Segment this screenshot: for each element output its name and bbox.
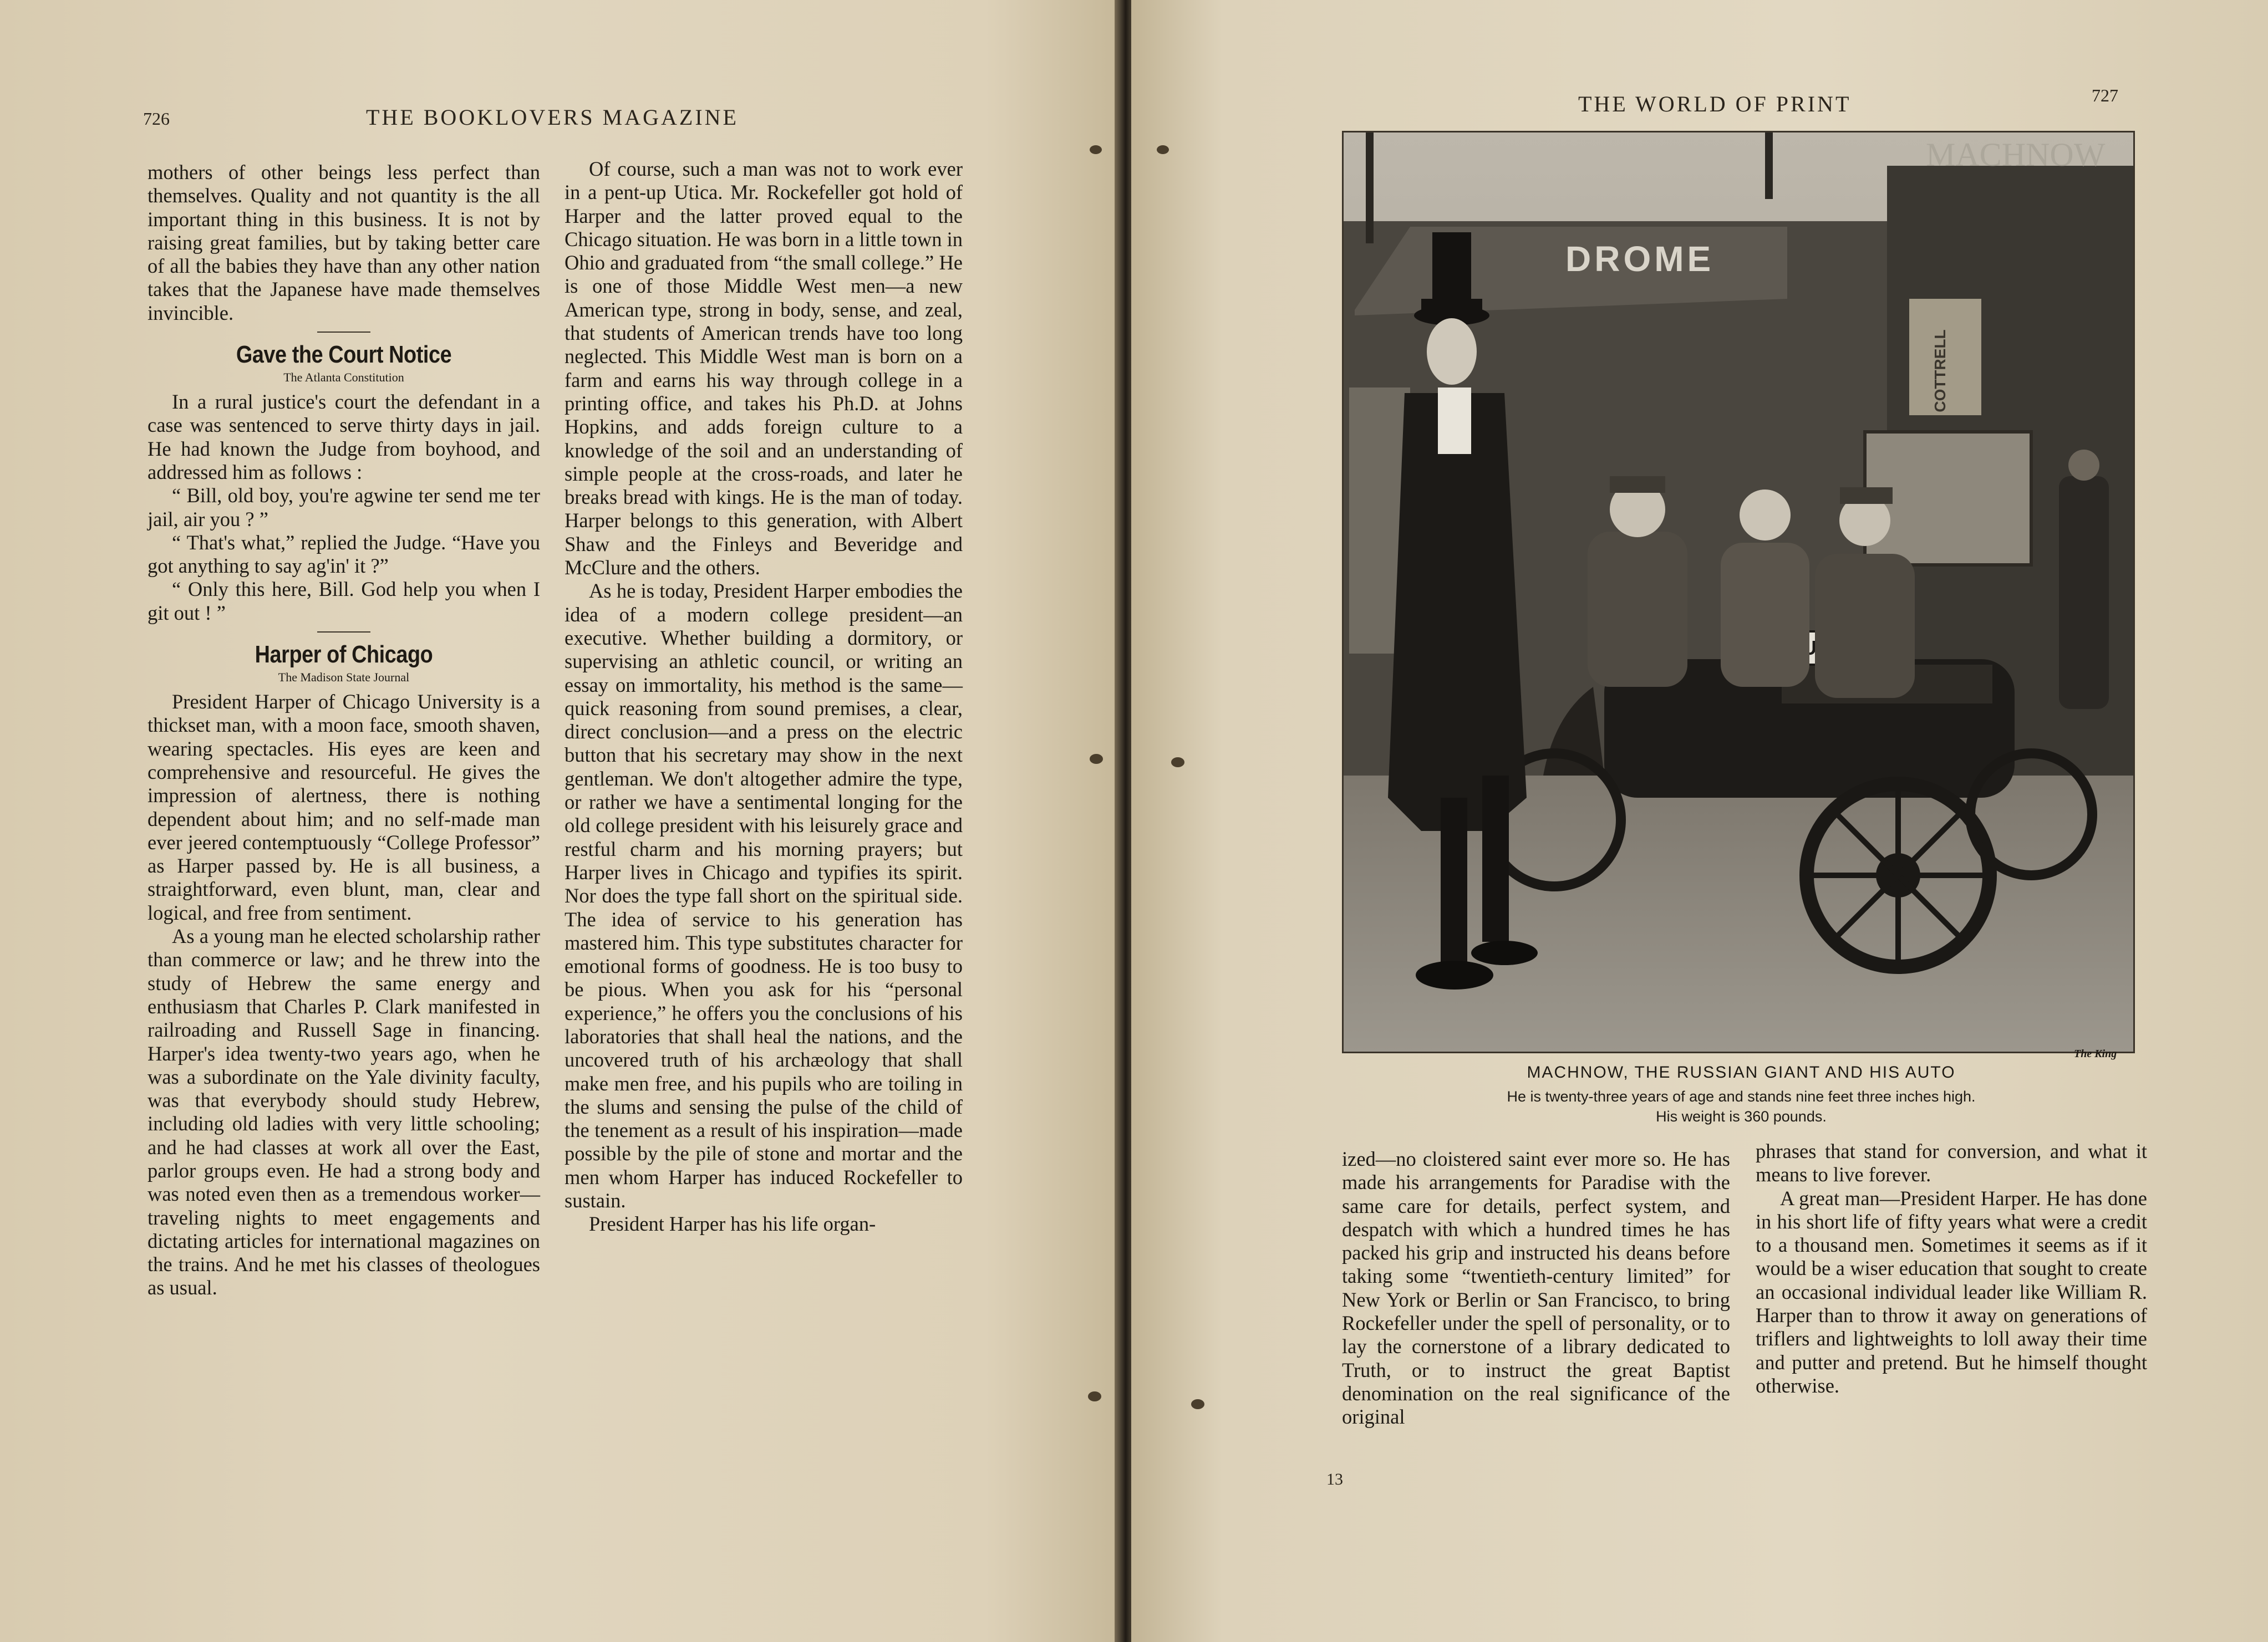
paragraph: ized—no cloistered saint ever more so. He has made his arrangements for Paradise with the same care for details, perfect system, and despatch with which a hundred times he has packed his grip and instructed his deans before taking some “twentieth-century limited” for New York or Berlin or San Francisco, to bring Rockefeller under the spell of personality, or to lay the cornerstone of a library dedicated to Truth, or to instruct the great Baptist denomination on the real significance of the original: [1342, 1148, 1730, 1429]
divider: [317, 332, 370, 333]
binding-hole: [1090, 754, 1103, 764]
paragraph: “ Bill, old boy, you're agwine ter send me ter jail, air you ? ”: [148, 484, 540, 531]
binding-hole: [1088, 1391, 1101, 1401]
paragraph: As he is today, President Harper embodies the idea of a modern college president—an executive. Whether building a dormitory, or supervising an athletic council, or writing an essay on immortality, his method is the same—quick reasoning from sound premises, a clear, direct conclusion—and a press on the electric button that his secretary may show in the next gentleman. We don't altogether admire the type, or rather we have a sentimental longing for the old college president with his leisurely grace and restful charm and his morning prayers; but Harper lives in Chicago and typifies its spirit. Nor does the type fall short on the spiritual side. The idea of service to his generation has mastered him. This type substitutes character for emotional forms of goodness. He is too busy to be pious. When you ask for his “personal experience,” he offers you the conclusions of his laboratories that shall heal the nations, and the uncovered truth of his archæology that shall make men free, and his pupils who are toiling in the slums and sensing the pulse of the child of the tenement as a result of his inspiration—made possible by the pile of stone and mortar and the men whom Harper has induced Rockefeller to sustain.: [565, 579, 963, 1212]
poster-text: COTTRELL: [1931, 329, 1949, 412]
paragraph: President Harper has his life organ-: [589, 1212, 876, 1236]
faint-sign-text: MACHNOW: [1926, 136, 2106, 173]
photo-credit: The King: [2074, 1048, 2117, 1060]
caption-title: MACHNOW, THE RUSSIAN GIANT AND HIS AUTO: [1527, 1063, 1956, 1082]
binding-hole: [1191, 1399, 1204, 1409]
caption-line: He is twenty-three years of age and stands nine feet three inches high.: [1507, 1088, 1976, 1105]
paragraph: As a young man he elected scholarship rather than commerce or law; and he threw into the study of Hebrew the same energy and enthusiasm that Charles P. Clark manifested in railroading and Russell Sage in financing. Harper's idea twenty-two years ago, when he was a subordinate on the Yale divinity faculty, was that everybody should study Hebrew, including old ladies with very little schooling; and he had classes at work all over the East, parlor groups even. He had a strong body and was noted even then as a tremendous worker—traveling nights to meet engagements and dictating articles for international magazines on the trains. And he met his classes of theologues as usual.: [148, 925, 540, 1299]
right-column-2: [1756, 1140, 2147, 1398]
paragraph: President Harper of Chicago University is a thickset man, with a moon face, smooth shaven, wearing spectacles. His eyes are keen and comprehensive and resourceful. He gives the impression of alertness, there is nothing dependent about him; and no self-made man ever jeered contemptuously “College Professor” as Harper passed by. He is all business, a straightforward, even blunt, man, clear and logical, and free from sentiment.: [148, 690, 540, 924]
paragraph: phrases that stand for conversion, and what it means to live forever.: [1756, 1140, 2147, 1186]
paragraph: “ Only this here, Bill. God help you when I git out ! ”: [148, 578, 540, 624]
article-heading: Harper of Chicago: [255, 641, 433, 669]
running-head-left: THE BOOKLOVERS MAGAZINE: [366, 105, 739, 130]
page-number-right: 727: [2092, 85, 2118, 105]
divider: [317, 631, 370, 633]
signature-mark: 13: [1326, 1470, 1343, 1488]
left-page: [0, 0, 1120, 1642]
running-head-right: THE WORLD OF PRINT: [1578, 91, 1852, 116]
article-source: The Madison State Journal: [278, 670, 410, 685]
binding-hole: [1090, 145, 1102, 154]
sign-text: DROME: [1565, 239, 1715, 279]
photograph-machnow-auto: [1342, 131, 2135, 1053]
paragraph: “ That's what,” replied the Judge. “Have you got anything to say ag'in' it ?”: [148, 531, 540, 578]
right-column-1: [1342, 1148, 1730, 1429]
photo-illustration: [1344, 132, 2133, 1052]
binding-hole: [1171, 757, 1184, 767]
article-source: The Atlanta Constitution: [283, 370, 404, 385]
left-column-2: [565, 157, 963, 1236]
page-number-left: 726: [143, 109, 170, 129]
caption-subtitle: [1353, 1087, 2129, 1126]
article-heading: Gave the Court Notice: [236, 341, 452, 369]
left-column-1: [148, 161, 540, 1300]
paragraph: In a rural justice's court the defendant in a case was sentenced to serve thirty days in jail. He had known the Judge from boyhood, and addressed him as follows :: [148, 390, 540, 483]
binding-hole: [1157, 145, 1169, 154]
intro-paragraph: mothers of other beings less perfect than themselves. Quality and not quantity is the all important thing in this business. It is not by raising great families, but by taking better care of all the babies they have than any other nation takes that the Japanese have made themselves invincible.: [148, 161, 540, 324]
caption-line: His weight is 360 pounds.: [1656, 1108, 1827, 1125]
paragraph: Of course, such a man was not to work ever in a pent-up Utica. Mr. Rockefeller got hold of Harper and the latter proved equal to the Chicago situation. He was born in a little town in Ohio and graduated from “the small college.” He is one of those Middle West men—a new American type, strong in body, sense, and zeal, that students of American trends have too long neglected. This Middle West man is born on a farm and earns his way through college in a printing office, and takes his Ph.D. at Johns Hopkins, and adds foreign culture to a knowledge of the soil and an understanding of simple people at the cross-roads, and later he breaks bread with kings. He is the man of today. Harper belongs to this generation, with Albert Shaw and the Finleys and Beveridge and McClure and the others.: [565, 157, 963, 579]
paragraph: A great man—President Harper. He has done in his short life of fifty years what were a credit to a thousand men. Sometimes it seems as if it would be a wiser education that sought to create an occasional individual leader like William R. Harper than to throw it away on generations of triflers and lightweights to loll away their time and putter and pretend. But he himself thought otherwise.: [1756, 1186, 2147, 1397]
